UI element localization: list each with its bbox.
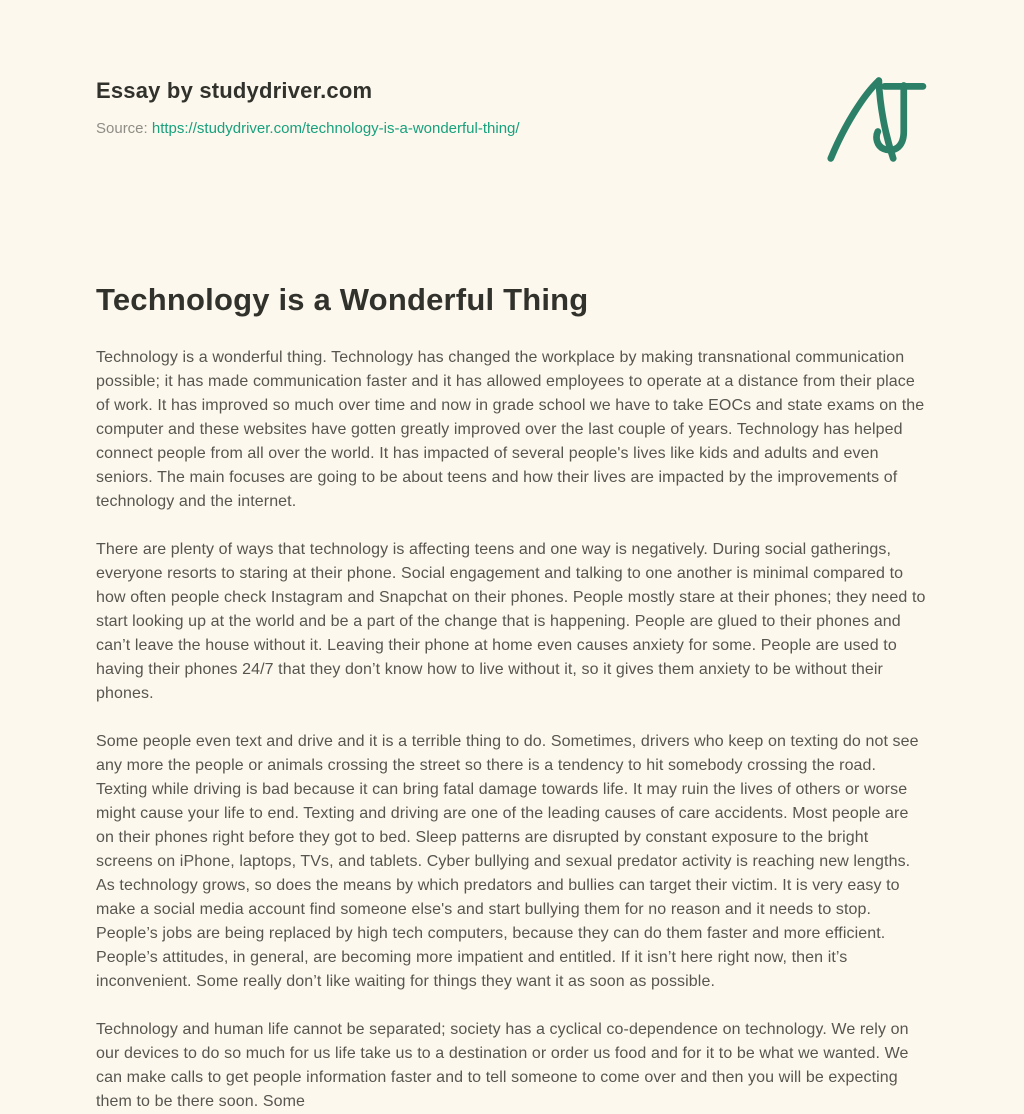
header-text-block bbox=[96, 78, 520, 137]
source-line bbox=[96, 120, 520, 137]
studydriver-logo-icon bbox=[820, 72, 928, 168]
source-label: Source: bbox=[96, 120, 148, 137]
essay-title: Technology is a Wonderful Thing bbox=[96, 282, 589, 317]
essay-paragraph-3: Some people even text and drive and it is a terrible thing to do. Sometimes, drivers who keep on texting do not see any more the people or animals crossing the street so there is a tendency to hit somebody crossing the road. Texting while driving is bad because it can bring fatal damage towards life. It may ruin the lives of others or worse might cause your life to end. Texting and driving are one of the leading causes of care accidents. Most people are on their phones right before they got to bed. Sleep patterns are disrupted by constant exposure to the bright screens on iPhone, laptops, TVs, and tablets. Cyber bullying and sexual predator activity is reaching new lengths. As technology grows, so does the means by which predators and bullies can target their victim. It is very easy to make a social media account find someone else's and start bullying them for no reason and it needs to stop. People’s jobs are being replaced by high tech computers, because they can do them faster and more efficient. People’s attitudes, in general, are becoming more impatient and entitled. If it isn’t here right now, then it’s inconvenient. Some really don’t like waiting for things they want it as soon as possible. bbox=[96, 733, 919, 990]
essay-paragraph-1: Technology is a wonderful thing. Technology has changed the workplace by making transnational communication possible; it has made communication faster and it has allowed employees to operate at a distance from their place of work. It has improved so much over time and now in grade school we have to take EOCs and state exams on the computer and these websites have gotten greatly improved over the last couple of years. Technology has helped connect people from all over the world. It has impacted of several people's lives like kids and adults and even seniors. The main focuses are going to be about teens and how their lives are impacted by the improvements of technology and the internet. bbox=[96, 349, 925, 510]
byline: Essay by studydriver.com bbox=[96, 78, 373, 103]
essay-paragraph-4: Technology and human life cannot be separated; society has a cyclical co-dependence on technology. We rely on our devices to do so much for us life take us to a destination or order us food and for it to be what we wanted. We can make calls to get people information faster and to tell someone to come over and then you will be expecting them to be there soon. Some bbox=[96, 1021, 909, 1110]
essay-body bbox=[96, 346, 928, 1114]
essay-paragraph-2: There are plenty of ways that technology is affecting teens and one way is negatively. During social gatherings, everyone resorts to staring at their phone. Social engagement and talking to one another is minimal compared to how often people check Instagram and Snapchat on their phones. People mostly stare at their phones; they need to start looking up at the world and be a part of the change that is happening. People are glued to their phones and can’t leave the house without it. Leaving their phone at home even causes anxiety for some. People are used to having their phones 24/7 that they don’t know how to live without it, so it gives them anxiety to be without their phones. bbox=[96, 541, 926, 702]
source-link[interactable]: https://studydriver.com/technology-is-a-wonderful-thing/ bbox=[151, 120, 520, 137]
page-header bbox=[96, 78, 928, 168]
essay-content bbox=[96, 282, 928, 1114]
